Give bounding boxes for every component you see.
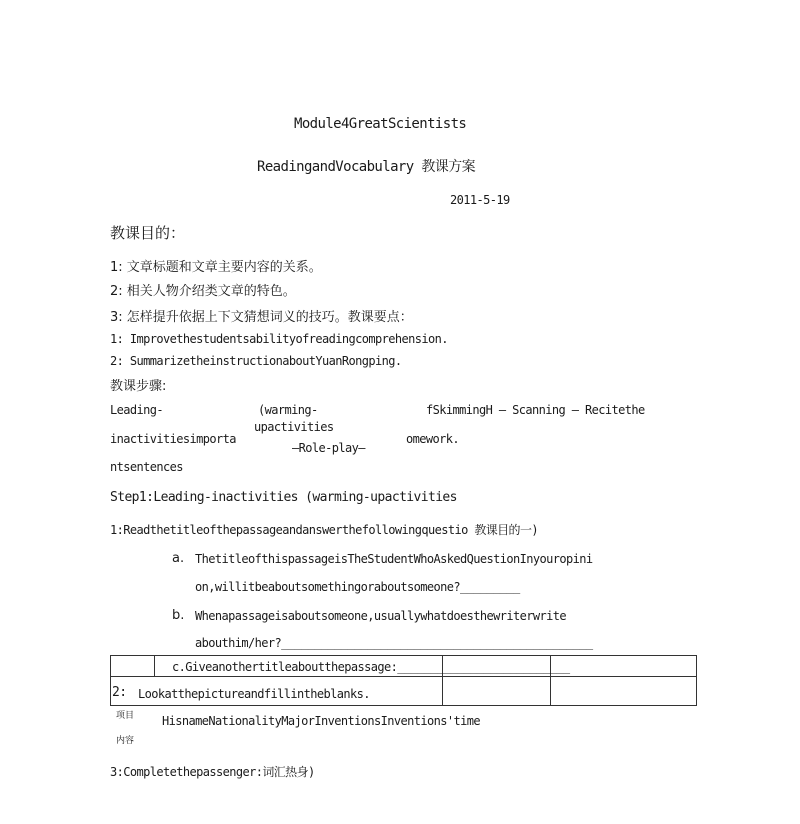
flow-inactivities: inactivitiesimporta xyxy=(110,432,236,446)
question-2-label: 2: xyxy=(112,685,127,700)
flow-homework: omework. xyxy=(406,432,459,446)
question-2-text: Lookatthepictureandfillintheblanks. xyxy=(138,687,370,701)
table-row-divider xyxy=(110,676,697,677)
flow-sentences: ntsentences xyxy=(110,460,183,474)
step1-title: Step1:Leading-inactivities (warming-upactivities xyxy=(110,490,457,505)
table-col-divider xyxy=(154,655,155,676)
item-c-line: c.Giveanothertitleaboutthepassage:__________________________ xyxy=(172,660,570,674)
steps-heading: 教课步骤: xyxy=(110,379,167,394)
objective-item-1: 1: 文章标题和文章主要内容的关系。 xyxy=(110,260,322,275)
objective-item-2: 2: 相关人物介绍类文章的特色。 xyxy=(110,284,296,299)
flow-leading: Leading- xyxy=(110,403,163,417)
document-subtitle: ReadingandVocabulary 教课方案 xyxy=(257,159,476,175)
document-title: Module4GreatScientists xyxy=(294,116,467,132)
document-date: 2011-5-19 xyxy=(450,193,510,207)
objective-item-3: 3: 怎样提升依据上下文猜想词义的技巧。教课要点： xyxy=(110,310,413,325)
objectives-heading: 教课目的： xyxy=(110,224,186,242)
item-a-label: a. xyxy=(172,551,185,566)
item-b-line2: abouthim/her?_______________________________________________ xyxy=(195,636,593,650)
flow-roleplay: —Role-play— xyxy=(292,441,365,455)
item-b-label: b. xyxy=(172,608,185,623)
key-point-1: 1: Improvethestudentsabilityofreadingcomprehension. xyxy=(110,332,448,346)
item-b-line1: Whenapassageisaboutsomeone,usuallywhatdoesthewriterwrite xyxy=(195,609,566,623)
table-label-item: 项目 xyxy=(116,711,135,721)
question-3: 3:Completethepassenger:词汇热身) xyxy=(110,765,315,779)
table-label-content: 内容 xyxy=(116,736,135,746)
flow-upactivities: upactivities xyxy=(254,420,334,434)
item-a-line2: on,willitbeaboutsomethingoraboutsomeone?_________ xyxy=(195,580,520,594)
table-headers: HisnameNationalityMajorInventionsInventions'time xyxy=(162,714,480,728)
item-a-line1: ThetitleofthispassageisTheStudentWhoAskedQuestionInyouropini xyxy=(195,552,593,566)
key-point-2: 2: SummarizetheinstructionaboutYuanRongping. xyxy=(110,354,402,368)
question-1: 1:Readthetitleofthepassageandanswerthefollowingquestio 教课目的一) xyxy=(110,523,538,537)
flow-skimming: fSkimmingH — Scanning — Recitethe xyxy=(426,403,645,417)
flow-warming: (warming- xyxy=(258,403,318,417)
